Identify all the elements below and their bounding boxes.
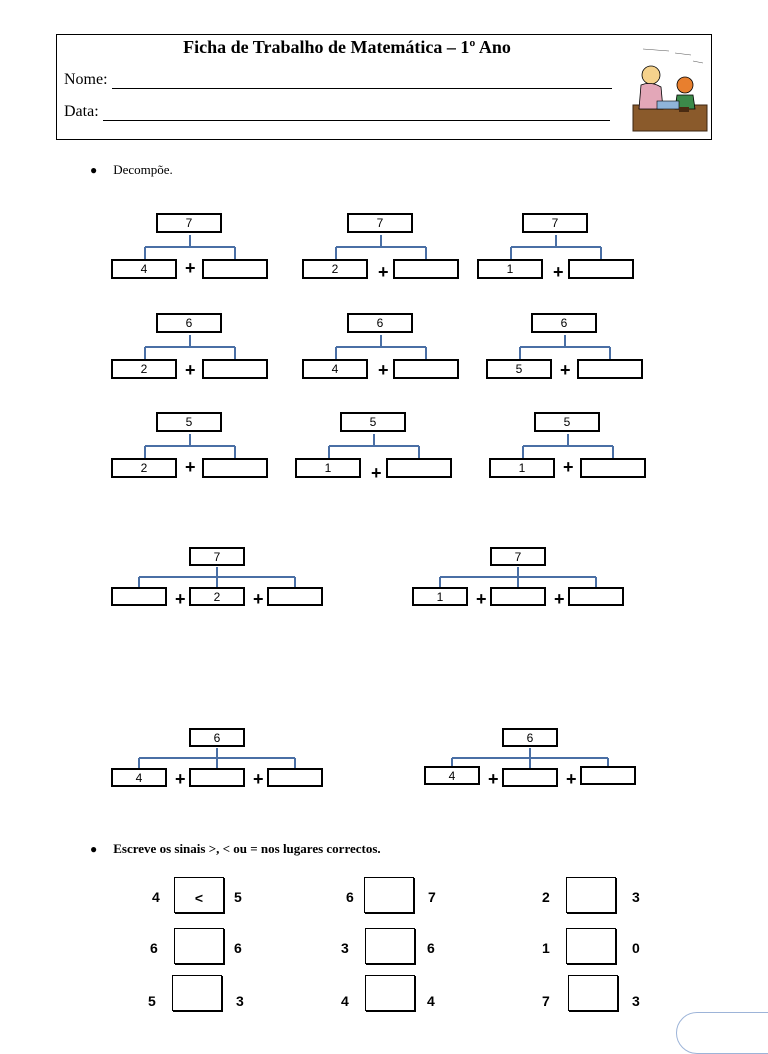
- answer-box[interactable]: [580, 458, 646, 478]
- plus-sign: +: [476, 589, 487, 609]
- sign-box[interactable]: [365, 928, 415, 964]
- plus-sign: +: [563, 457, 574, 477]
- sign-box[interactable]: [172, 975, 222, 1011]
- plus-sign: +: [175, 769, 186, 789]
- decomposition-tree: [111, 213, 268, 283]
- part-box[interactable]: 1: [477, 259, 543, 279]
- comparison-item: [542, 975, 642, 1015]
- part-box[interactable]: [267, 768, 323, 787]
- answer-box[interactable]: [202, 458, 268, 478]
- plus-sign: +: [554, 589, 565, 609]
- answer-box[interactable]: [202, 259, 268, 279]
- sign-box[interactable]: [566, 877, 616, 913]
- left-number: 1: [542, 940, 550, 956]
- total-box: 6: [156, 313, 222, 333]
- plus-sign: +: [185, 360, 196, 380]
- name-label: Nome:: [64, 71, 108, 88]
- decomposition-tree: [111, 313, 268, 383]
- part-box[interactable]: 2: [111, 359, 177, 379]
- three-part-decomposition-tree: [424, 728, 636, 790]
- part-box[interactable]: [580, 766, 636, 785]
- part-box[interactable]: 4: [424, 766, 480, 785]
- total-box: 6: [531, 313, 597, 333]
- sign-box[interactable]: [174, 928, 224, 964]
- worksheet-title: Ficha de Trabalho de Matemática – 1º Ano: [183, 37, 511, 57]
- sign-box[interactable]: [364, 877, 414, 913]
- right-number: 0: [632, 940, 640, 956]
- plus-sign: +: [371, 463, 382, 483]
- plus-sign: +: [175, 589, 186, 609]
- right-number: 7: [428, 889, 436, 905]
- plus-sign: +: [560, 360, 571, 380]
- part-box[interactable]: [189, 768, 245, 787]
- exercise1-instruction: [90, 162, 173, 178]
- right-number: 6: [234, 940, 242, 956]
- part-box[interactable]: [111, 587, 167, 606]
- total-box: 6: [189, 728, 245, 747]
- right-number: 6: [427, 940, 435, 956]
- worksheet-header: [56, 34, 712, 140]
- teacher-student-illustration: [629, 43, 709, 135]
- sign-box[interactable]: [568, 975, 618, 1011]
- right-number: 4: [427, 993, 435, 1009]
- plus-sign: +: [185, 457, 196, 477]
- right-number: 3: [236, 993, 244, 1009]
- comparison-item: [152, 877, 252, 917]
- comparison-item: [542, 928, 642, 968]
- total-box: 7: [189, 547, 245, 566]
- part-box[interactable]: 1: [295, 458, 361, 478]
- comparison-item: [341, 928, 441, 968]
- left-number: 6: [150, 940, 158, 956]
- answer-box[interactable]: [393, 259, 459, 279]
- total-box: 7: [490, 547, 546, 566]
- plus-sign: +: [553, 262, 564, 282]
- right-number: 5: [234, 889, 242, 905]
- answer-box[interactable]: [568, 259, 634, 279]
- decomposition-tree: [295, 412, 452, 482]
- exercise2-instruction-text: Escreve os sinais >, < ou = nos lugares correctos.: [113, 841, 381, 856]
- part-box[interactable]: 1: [412, 587, 468, 606]
- three-part-decomposition-tree: [412, 547, 624, 609]
- total-box: 6: [347, 313, 413, 333]
- plus-sign: +: [378, 360, 389, 380]
- plus-sign: +: [185, 258, 196, 278]
- part-box[interactable]: 5: [486, 359, 552, 379]
- part-box[interactable]: [502, 768, 558, 787]
- part-box[interactable]: [267, 587, 323, 606]
- part-box[interactable]: 2: [189, 587, 245, 606]
- exercise2-instruction: [90, 841, 381, 857]
- decomposition-tree: [477, 213, 634, 283]
- total-box: 7: [156, 213, 222, 233]
- left-number: 5: [148, 993, 156, 1009]
- part-box[interactable]: 4: [302, 359, 368, 379]
- left-number: 4: [341, 993, 349, 1009]
- right-number: 3: [632, 889, 640, 905]
- decomposition-tree: [302, 213, 459, 283]
- exercise1-instruction-text: Decompõe.: [113, 162, 173, 177]
- right-number: 3: [632, 993, 640, 1009]
- bullet-icon: ●: [90, 162, 98, 177]
- part-box[interactable]: 2: [302, 259, 368, 279]
- left-number: 3: [341, 940, 349, 956]
- decomposition-tree: [111, 412, 268, 482]
- part-box[interactable]: [568, 587, 624, 606]
- comparison-item: [346, 877, 446, 917]
- total-box: 7: [347, 213, 413, 233]
- total-box: 5: [340, 412, 406, 432]
- answer-box[interactable]: [386, 458, 452, 478]
- date-field[interactable]: [64, 103, 610, 121]
- comparison-item: [341, 975, 441, 1015]
- total-box: 7: [522, 213, 588, 233]
- three-part-decomposition-tree: [111, 728, 323, 790]
- decomposition-tree: [302, 313, 459, 383]
- part-box[interactable]: 1: [489, 458, 555, 478]
- plus-sign: +: [566, 769, 577, 789]
- name-underline[interactable]: [112, 74, 612, 89]
- part-box[interactable]: [490, 587, 546, 606]
- comparison-item: [148, 975, 248, 1015]
- plus-sign: +: [253, 589, 264, 609]
- date-label: Data:: [64, 103, 99, 120]
- total-box: 6: [502, 728, 558, 747]
- sign-box[interactable]: [566, 928, 616, 964]
- sign-box[interactable]: [365, 975, 415, 1011]
- decomposition-tree: [489, 412, 646, 482]
- left-number: 6: [346, 889, 354, 905]
- comparison-item: [542, 877, 642, 917]
- three-part-decomposition-tree: [111, 547, 323, 609]
- decomposition-tree: [486, 313, 643, 383]
- answer-box[interactable]: [577, 359, 643, 379]
- plus-sign: +: [253, 769, 264, 789]
- total-box: 5: [156, 412, 222, 432]
- part-box[interactable]: 4: [111, 259, 177, 279]
- date-underline[interactable]: [103, 106, 610, 121]
- part-box[interactable]: 4: [111, 768, 167, 787]
- part-box[interactable]: 2: [111, 458, 177, 478]
- sign-box[interactable]: <: [174, 877, 224, 913]
- corner-logo-outline: [676, 1012, 768, 1054]
- name-field[interactable]: [64, 71, 612, 89]
- comparison-item: [150, 928, 250, 968]
- left-number: 4: [152, 889, 160, 905]
- total-box: 5: [534, 412, 600, 432]
- bullet-icon: ●: [90, 841, 98, 856]
- plus-sign: +: [378, 262, 389, 282]
- left-number: 7: [542, 993, 550, 1009]
- answer-box[interactable]: [202, 359, 268, 379]
- answer-box[interactable]: [393, 359, 459, 379]
- left-number: 2: [542, 889, 550, 905]
- plus-sign: +: [488, 769, 499, 789]
